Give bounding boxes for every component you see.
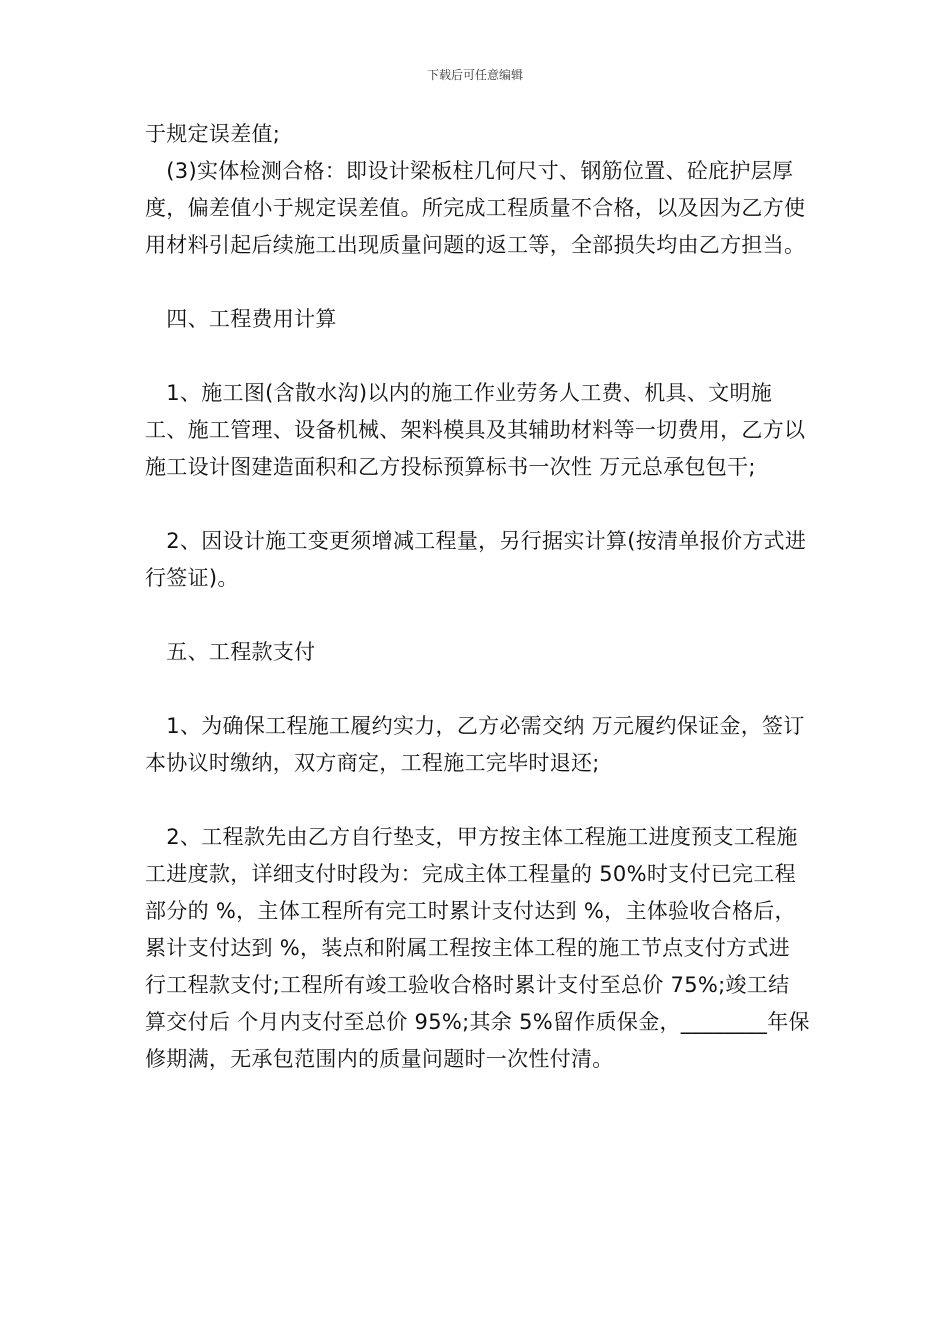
paragraph-gap (145, 782, 810, 819)
paragraph-payment-2: 2、工程款先由乙方自行垫支，甲方按主体工程施工进度预支工程施工进度款，详细支付时段为：完成主体工程量的 50%时支付已完工程部分的 %，主体工程所有完工时累计支付达到 %，主体验收合格后，累计支付达到 %，装点和附属工程按主体工程的施工节点支付方式进行工程款支付;工程所有竣工验收合格时累计支付至总价 75%;竣工结算交付后 个月内支付至总价 95%;其余 5%留作质保金，________年保修期满，无承包范围内的质量问题时一次性付清。 (145, 825, 810, 1071)
paragraph-inspection: (3)实体检测合格：即设计梁板柱几何尺寸、钢筋位置、砼庇护层厚度，偏差值小于规定误差值。所完成工程质量不合格，以及因为乙方使用材料引起后续施工出现质量问题的返工等，全部损失均由乙方担当。 (145, 159, 806, 257)
paragraph-cost-2: 2、因设计施工变更须增减工程量，另行据实计算(按清单报价方式进行签证)。 (145, 529, 807, 590)
page-header: 下载后可任意编辑 (426, 68, 523, 82)
paragraph-gap (145, 338, 810, 375)
section-heading-payment: 五、工程款支付 (145, 640, 316, 664)
paragraph-gap (145, 671, 810, 708)
section-heading-cost: 四、工程费用计算 (145, 307, 337, 331)
paragraph-gap (145, 264, 810, 301)
paragraph-cost-1: 1、施工图(含散水沟)以内的施工作业劳务人工费、机具、文明施工、施工管理、设备机械、架料模具及其辅助材料等一切费用，乙方以施工设计图建造面积和乙方投标预算标书一次性 万元总承包包干; (145, 381, 806, 479)
paragraph-gap (145, 597, 810, 634)
paragraph-payment-1: 1、为确保工程施工履约实力，乙方必需交纳 万元履约保证金，签订本协议时缴纳，双方商定，工程施工完毕时退还; (145, 714, 805, 775)
document-body (145, 116, 810, 1078)
paragraph-gap (145, 486, 810, 523)
paragraph-continuation: 于规定误差值; (145, 122, 281, 146)
